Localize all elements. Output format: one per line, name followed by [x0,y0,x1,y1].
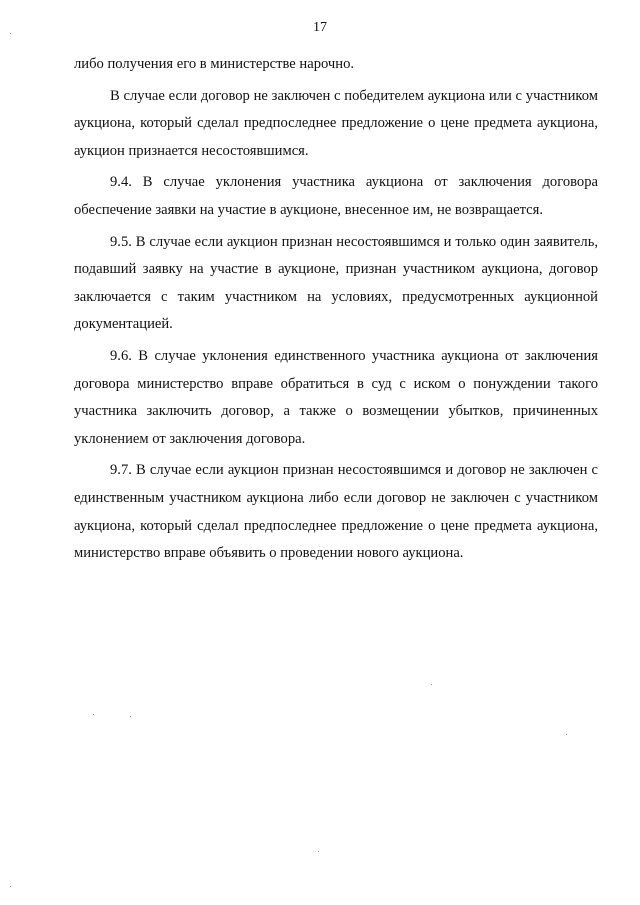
paragraph-9-6: 9.6. В случае уклонения единственного участника аукциона от заключения договора министерство вправе обратиться в суд с иском о понуждении такого участника заключить договор, а также о возмещении убытков, причиненных уклонением от заключения договора. [74,347,598,447]
scan-speck [431,684,432,685]
scan-speck [10,886,11,887]
document-body [74,51,598,572]
paragraph-9-4: 9.4. В случае уклонения участника аукциона от заключения договора обеспечение заявки на участие в аукционе, внесенное им, не возвращается. [74,174,598,218]
scan-speck [93,714,94,715]
paragraph-continuation: либо получения его в министерстве нарочно. [74,56,355,72]
paragraph-auction-failed: В случае если договор не заключен с победителем аукциона или с участником аукциона, который сделал предпоследнее предложение о цене предмета аукциона, аукцион признается несостоявшимся. [74,87,598,159]
scan-speck [318,851,319,852]
page-number: 17 [313,20,327,35]
scan-speck [130,716,131,717]
scan-speck [566,734,567,735]
scan-speck [10,33,11,34]
paragraph-9-7: 9.7. В случае если аукцион признан несостоявшимся и договор не заключен с единственным участником аукциона либо если договор не заключен с участником аукциона, который сделал предпоследнее предложение о цене предмета аукциона, министерство вправе объявить о проведении нового аукциона. [74,462,598,562]
paragraph-9-5: 9.5. В случае если аукцион признан несостоявшимся и только один заявитель, подавший заявку на участие в аукционе, признан участником аукциона, договор заключается с таким участником на условиях, предусмотренных аукционной документацией. [74,233,598,333]
